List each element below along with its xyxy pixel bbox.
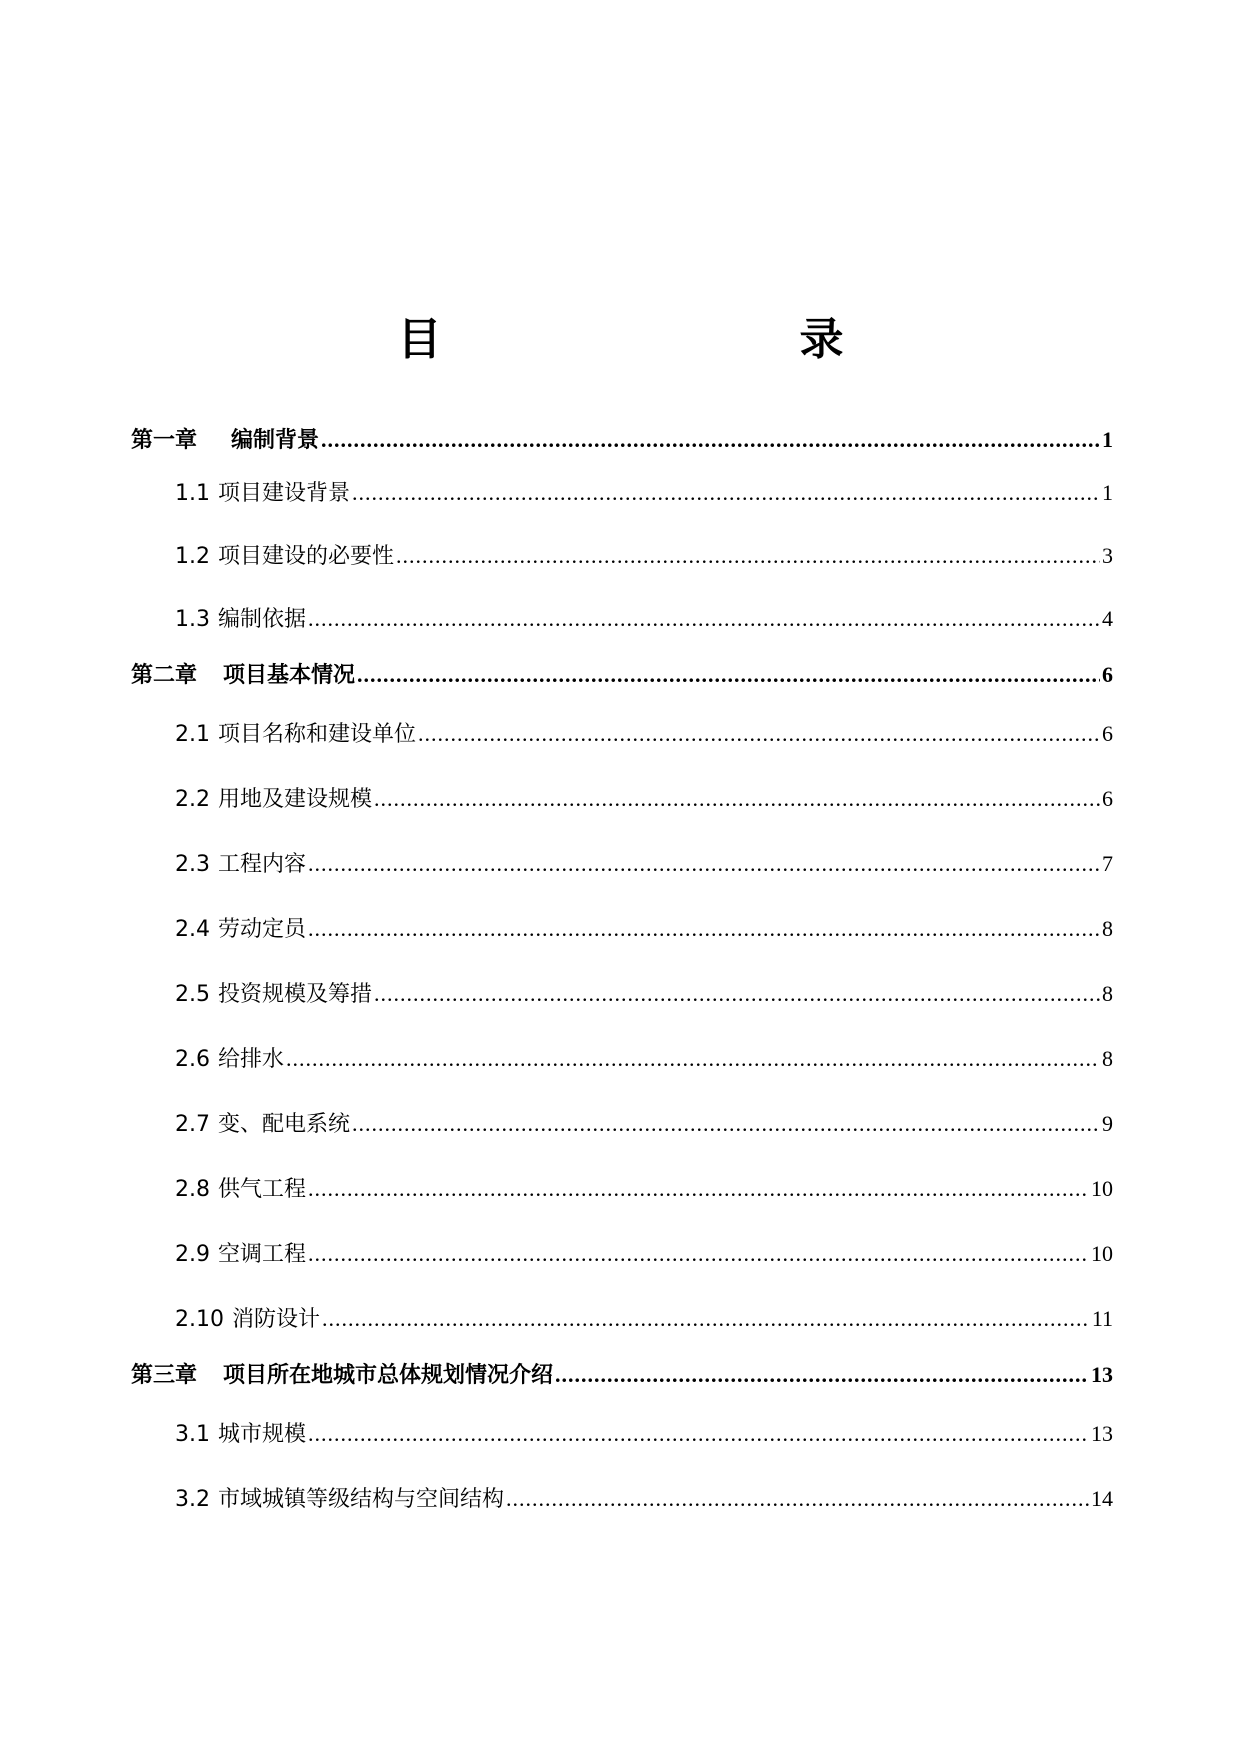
toc-entry-title: 劳动定员	[218, 917, 307, 942]
toc-entry-page: 11	[1091, 1306, 1113, 1331]
toc-entry-title: 项目建设背景	[218, 481, 351, 506]
toc-entry-number: 1.1	[175, 481, 210, 506]
dot-leader	[374, 976, 1100, 1012]
dot-leader	[308, 1416, 1089, 1452]
dot-leader	[286, 1041, 1100, 1077]
dot-leader	[418, 716, 1100, 752]
toc-entry-number: 2.6	[175, 1047, 210, 1072]
toc-section-2-4[interactable]	[175, 911, 1113, 947]
toc-entry-title: 消防设计	[231, 1307, 320, 1332]
toc-entry-page: 4	[1102, 606, 1113, 631]
toc-entry-number: 2.9	[175, 1242, 210, 1267]
toc-entry-number: 第三章	[131, 1363, 198, 1388]
toc-entry-page: 6	[1102, 721, 1113, 746]
toc-entry-page: 8	[1102, 1046, 1113, 1071]
toc-section-2-7[interactable]	[175, 1106, 1113, 1142]
toc-entry-number: 3.2	[175, 1487, 210, 1512]
toc-entry-page: 7	[1102, 851, 1113, 876]
toc-entry-title: 用地及建设规模	[218, 787, 373, 812]
toc-section-2-9[interactable]	[175, 1236, 1113, 1272]
toc-entry-title: 编制背景	[231, 428, 320, 453]
toc-entry-title: 编制依据	[218, 607, 307, 632]
toc-entry-title: 投资规模及筹措	[218, 982, 373, 1007]
toc-entry-title: 项目所在地城市总体规划情况介绍	[223, 1363, 554, 1388]
toc-entry-number: 1.2	[175, 544, 210, 569]
toc-entry-number: 2.4	[175, 917, 210, 942]
toc-section-2-8[interactable]	[175, 1171, 1113, 1207]
toc-entry-page: 8	[1102, 981, 1113, 1006]
dot-leader	[308, 846, 1100, 882]
dot-leader	[308, 911, 1100, 947]
toc-entry-number: 3.1	[175, 1422, 210, 1447]
toc-entry-page: 13	[1091, 1421, 1113, 1446]
toc-entry-page: 9	[1102, 1111, 1113, 1136]
toc-entry-title: 市域城镇等级结构与空间结构	[218, 1487, 505, 1512]
toc-section-3-1[interactable]	[175, 1416, 1113, 1452]
toc-entry-number: 2.10	[175, 1307, 224, 1332]
toc-entry-number: 2.2	[175, 787, 210, 812]
toc-chapter-1[interactable]	[131, 422, 1113, 458]
toc-entry-title: 项目基本情况	[223, 663, 356, 688]
toc-section-1-1[interactable]	[175, 475, 1113, 511]
toc-entry-title: 城市规模	[218, 1422, 307, 1447]
dot-leader	[352, 475, 1100, 511]
dot-leader	[308, 1171, 1089, 1207]
toc-entry-title: 项目名称和建设单位	[218, 722, 417, 747]
dot-leader	[308, 1236, 1089, 1272]
page-title: 目 录	[397, 314, 934, 365]
toc-section-2-6[interactable]	[175, 1041, 1113, 1077]
toc-entry-number: 1.3	[175, 607, 210, 632]
toc-entry-page: 10	[1091, 1176, 1113, 1201]
dot-leader	[308, 601, 1100, 637]
toc-section-2-1[interactable]	[175, 716, 1113, 752]
toc-entry-title: 空调工程	[218, 1242, 307, 1267]
toc-section-2-2[interactable]	[175, 781, 1113, 817]
toc-entry-title: 供气工程	[218, 1177, 307, 1202]
toc-entry-title: 变、配电系统	[218, 1112, 351, 1137]
toc-entry-title: 工程内容	[218, 852, 307, 877]
dot-leader	[506, 1481, 1089, 1517]
dot-leader	[352, 1106, 1100, 1142]
toc-entry-page: 1	[1102, 427, 1113, 452]
toc-entry-number: 第二章	[131, 663, 198, 688]
dot-leader	[396, 538, 1100, 574]
toc-entry-page: 6	[1102, 662, 1113, 687]
toc-entry-number: 2.8	[175, 1177, 210, 1202]
dot-leader	[374, 781, 1100, 817]
toc-entry-page: 1	[1102, 480, 1113, 505]
toc-section-1-2[interactable]	[175, 538, 1113, 574]
toc-entry-page: 10	[1091, 1241, 1113, 1266]
dot-leader	[555, 1357, 1089, 1393]
dot-leader	[322, 1301, 1090, 1337]
toc-entry-number: 2.3	[175, 852, 210, 877]
toc-entry-title: 项目建设的必要性	[218, 544, 395, 569]
toc-entry-number: 2.1	[175, 722, 210, 747]
toc-entry-page: 6	[1102, 786, 1113, 811]
toc-section-1-3[interactable]	[175, 601, 1113, 637]
toc-entry-number: 2.5	[175, 982, 210, 1007]
dot-leader	[357, 657, 1100, 693]
toc-entry-page: 13	[1091, 1362, 1113, 1387]
toc-entry-page: 8	[1102, 916, 1113, 941]
toc-section-2-3[interactable]	[175, 846, 1113, 882]
toc-entry-number: 第一章	[131, 428, 198, 453]
dot-leader	[321, 422, 1100, 458]
toc-entry-number: 2.7	[175, 1112, 210, 1137]
toc-section-2-10[interactable]	[175, 1301, 1113, 1337]
toc-section-2-5[interactable]	[175, 976, 1113, 1012]
toc-section-3-2[interactable]	[175, 1481, 1113, 1517]
toc-entry-title: 给排水	[218, 1047, 285, 1072]
toc-chapter-3[interactable]	[131, 1357, 1113, 1393]
toc-entry-page: 14	[1091, 1486, 1113, 1511]
toc-entry-page: 3	[1102, 543, 1113, 568]
toc-chapter-2[interactable]	[131, 657, 1113, 693]
